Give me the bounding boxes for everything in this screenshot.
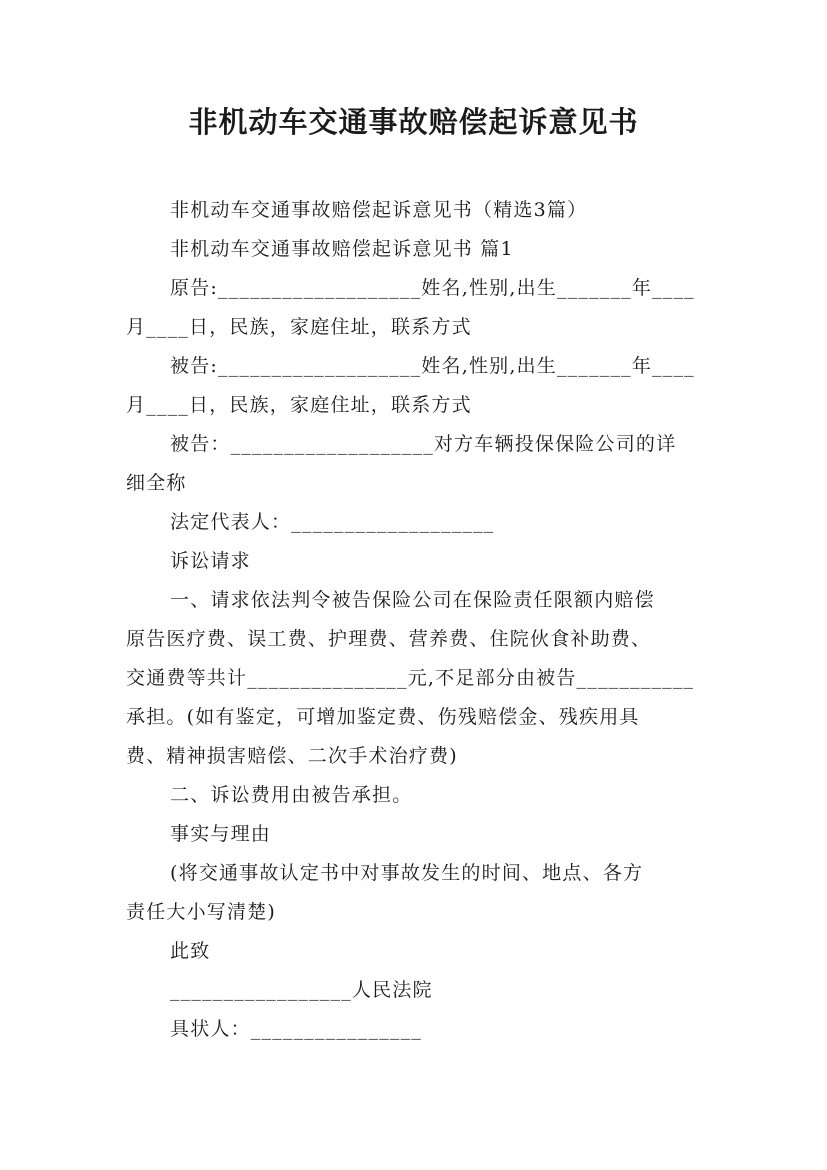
defendant-insurer-line-cont: 细全称 xyxy=(126,472,187,494)
document-title: 非机动车交通事故赔偿起诉意见书 xyxy=(188,105,639,139)
claims-heading: 诉讼请求 xyxy=(170,550,251,572)
claim-1-line-5: 费、精神损害赔偿、二次手术治疗费) xyxy=(126,745,458,767)
defendant-line-cont: 月____日，民族，家庭住址，联系方式 xyxy=(126,394,472,416)
claim-2-line: 二、诉讼费用由被告承担。 xyxy=(170,784,413,806)
facts-line-1: (将交通事故认定书中对事故发生的时间、地点、各方 xyxy=(170,862,644,884)
court-line: _________________人民法院 xyxy=(170,979,433,1001)
section-heading: 非机动车交通事故赔偿起诉意见书 篇1 xyxy=(170,238,514,260)
claim-1-line-4: 承担。(如有鉴定，可增加鉴定费、伤残赔偿金、残疾用具 xyxy=(126,706,640,728)
facts-line-2: 责任大小写清楚) xyxy=(126,901,277,923)
subtitle-line: 非机动车交通事故赔偿起诉意见书（精选3篇） xyxy=(170,199,588,221)
defendant-insurer-line: 被告：___________________对方车辆投保保险公司的详 xyxy=(170,433,677,455)
plaintiff-line: 原告:___________________姓名,性别,出生_______年____ xyxy=(170,277,695,299)
claim-1-line-3: 交通费等共计_______________元,不足部分由被告___________ xyxy=(126,667,695,689)
plaintiff-line-cont: 月____日，民族，家庭住址，联系方式 xyxy=(126,316,472,338)
salutation-line: 此致 xyxy=(170,940,211,962)
defendant-line: 被告:___________________姓名,性别,出生_______年____ xyxy=(170,355,695,377)
facts-heading: 事实与理由 xyxy=(170,823,272,845)
legal-rep-line: 法定代表人：___________________ xyxy=(170,511,495,533)
claim-1-line-2: 原告医疗费、误工费、护理费、营养费、住院伙食补助费、 xyxy=(126,628,652,650)
claim-1-line-1: 一、请求依法判令被告保险公司在保险责任限额内赔偿 xyxy=(170,589,655,611)
signer-line: 具状人：________________ xyxy=(170,1018,423,1040)
